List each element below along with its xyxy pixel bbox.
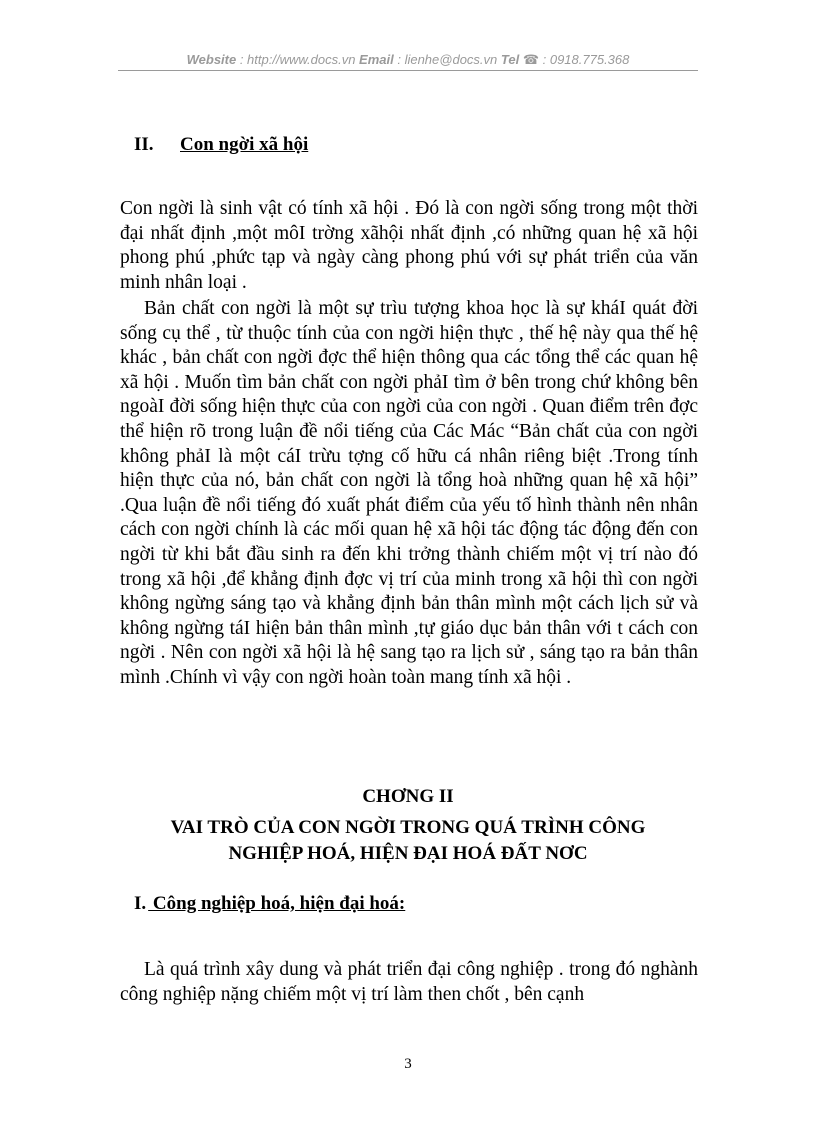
page-header bbox=[0, 52, 816, 68]
section-heading-2 bbox=[134, 134, 308, 156]
section-title: Công nghiệp hoá, hiện đại hoá: bbox=[148, 893, 406, 914]
paragraph-1 bbox=[120, 197, 698, 295]
paragraph-text: Bản chất con ngời là một sự trìu tượng khoa học là sự kháI quát đời sống cụ thể , từ thuộc tính của con ngời hiện thực , thế hệ này qua thế hệ khác , bản chất con ngời đợc thể hiện thông qua các tổng thể các quan hệ xã hội . Muốn tìm bản chất con ngời phảI tìm ở bên trong chứ không bên ngoàI đời sống hiện thực của con ngời của con ngời . Quan điểm trên đợc thể hiện rõ trong luận đề nổi tiếng của Các Mác “Bản chất của con ngời không phảI là một cáI trừu tợng cố hữu cá nhân riêng biệt .Trong tính hiện thực của nó, bản chất con ngời là tổng hoà những quan hệ xã hội” .Qua luận đề nổi tiếng đó xuất phát điểm của yếu tố hình thành nên nhân cách con ngời chính là các mối quan hệ xã hội tác động tác động đến con ngời từ khi bắt đầu sinh ra đến khi trởng thành chiếm một vị trí nào đó trong xã hội ,để khẳng định đợc vị trí của minh trong xã hội thì con ngời không ngừng sáng tạo và khẳng định bản thân mình một cách lịch sử và không ngừng táI hiện bản thân mình ,tự giáo dục bản thân với t cách con ngời . Nên con ngời xã hội là hệ sang tạo ra lịch sử , sáng tạo ra bản thân mình .Chính vì vậy con ngời hoàn toàn mang tính xã hội . bbox=[120, 298, 698, 688]
paragraph-text: Con ngời là sinh vật có tính xã hội . Đó là con ngời sống trong một thời đại nhất định ,một môI trờng xãhội nhất định ,có những quan hệ xã hội phong phú ,phức tạp và ngày càng phong phú với sự phát triển của văn minh nhân loại . bbox=[120, 198, 698, 293]
tel-number: ☎ : 0918.775.368 bbox=[519, 52, 630, 67]
paragraph-text: Là quá trình xây dung và phát triển đại công nghiệp . trong đó nghành công nghiệp nặng chiếm một vị trí làm then chốt , bên cạnh bbox=[120, 959, 698, 1005]
chapter-title-line1: VAI TRÒ CỦA CON NGỜI TRONG QUÁ TRÌNH CÔNG bbox=[170, 817, 646, 838]
paragraph-3 bbox=[120, 958, 698, 1007]
paragraph-2 bbox=[120, 297, 698, 691]
section-heading-1 bbox=[134, 893, 405, 915]
email-address: : lienhe@docs.vn bbox=[393, 52, 501, 67]
section-number: II. bbox=[134, 134, 154, 155]
section-title: Con ngời xã hội bbox=[180, 134, 309, 155]
page-number: 3 bbox=[404, 1056, 412, 1072]
chapter-title-line2: NGHIỆP HOÁ, HIỆN ĐẠI HOÁ ĐẤT NƠC bbox=[228, 843, 588, 864]
chapter-number: CHƠNG II bbox=[362, 786, 454, 807]
tel-label: Tel bbox=[500, 52, 520, 67]
website-label: Website bbox=[186, 52, 237, 67]
email-label: Email bbox=[359, 52, 394, 67]
header-divider bbox=[118, 70, 698, 71]
section-number: I. bbox=[134, 893, 147, 914]
website-url: : http://www.docs.vn bbox=[236, 52, 360, 67]
